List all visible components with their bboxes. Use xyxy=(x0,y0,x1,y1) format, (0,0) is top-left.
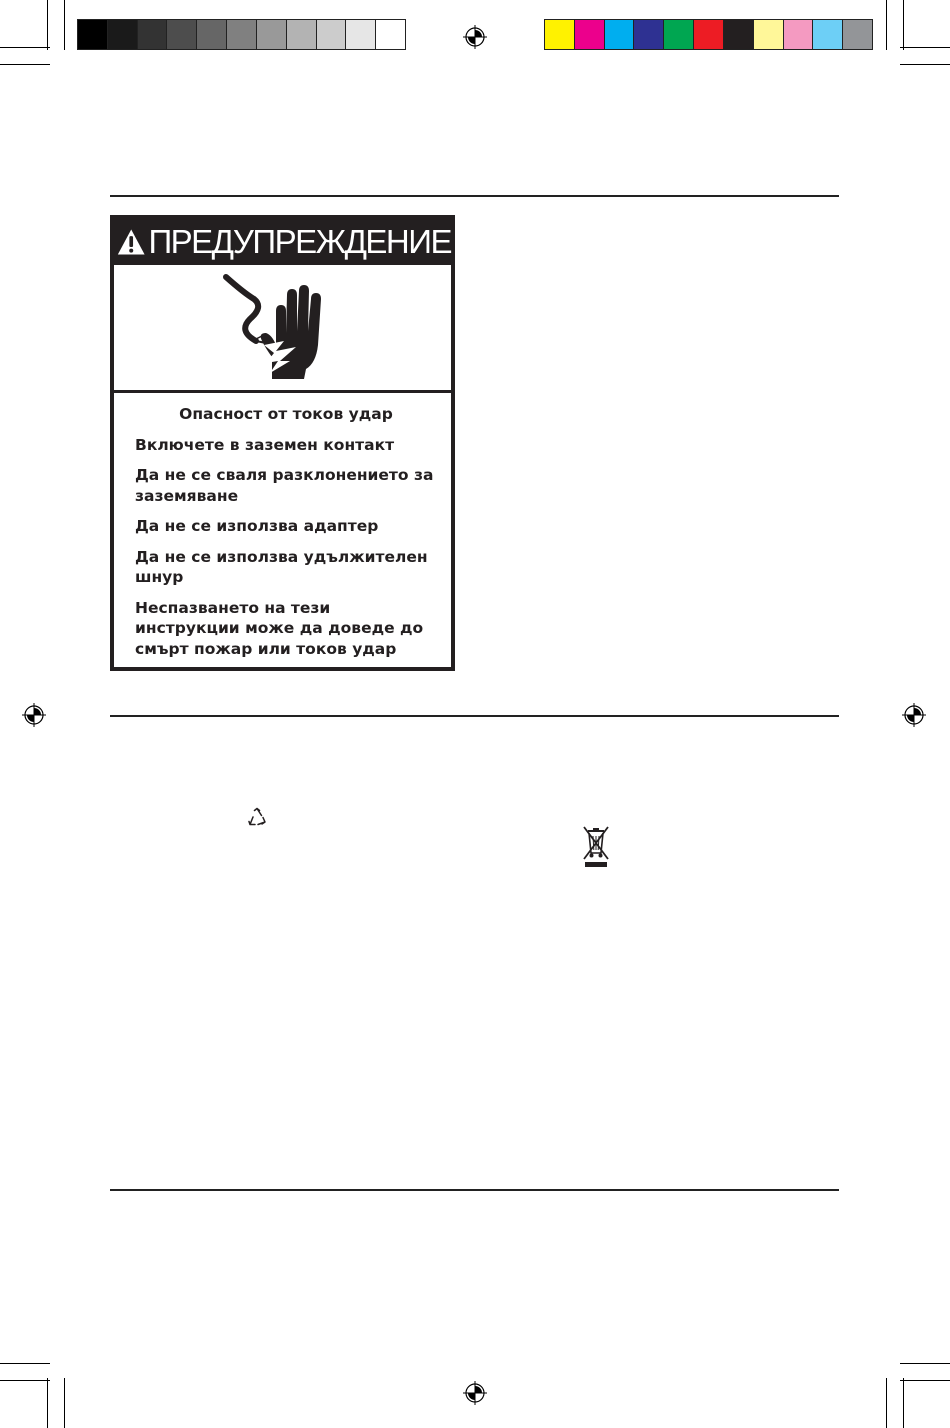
color-swatch xyxy=(78,20,108,49)
crop-mark xyxy=(47,1378,48,1428)
color-swatch xyxy=(813,20,843,49)
crop-mark xyxy=(886,0,887,50)
electric-shock-hand-icon xyxy=(214,271,329,383)
warning-triangle-icon xyxy=(117,226,145,258)
section-divider xyxy=(110,1189,839,1191)
crop-mark xyxy=(886,1378,887,1428)
crossed-out-wheelie-bin-icon xyxy=(583,826,609,868)
warning-line: Да не се използва удължителен шнур xyxy=(135,547,428,586)
warning-pictogram xyxy=(114,265,451,393)
registration-target-icon xyxy=(463,1381,487,1405)
color-swatch xyxy=(754,20,784,49)
color-swatch xyxy=(575,20,605,49)
registration-target-icon xyxy=(902,703,926,727)
color-swatch xyxy=(605,20,635,49)
color-swatch xyxy=(376,20,405,49)
color-swatch xyxy=(138,20,168,49)
warning-line: Включете в заземен контакт xyxy=(135,435,395,454)
color-swatch xyxy=(634,20,664,49)
registration-target-icon xyxy=(22,703,46,727)
crop-mark xyxy=(0,47,50,48)
crop-mark xyxy=(0,1380,50,1381)
registration-target-icon xyxy=(463,25,487,49)
warning-line: Да не се използва адаптер xyxy=(135,517,379,535)
crop-mark xyxy=(903,0,904,50)
color-swatch xyxy=(724,20,754,49)
warning-heading: Опасност от токов удар xyxy=(179,405,393,423)
section-divider xyxy=(110,195,839,197)
warning-title: ПРЕДУПРЕЖДЕНИЕ xyxy=(148,223,451,260)
crop-mark xyxy=(900,1380,950,1381)
color-swatch xyxy=(257,20,287,49)
color-swatch xyxy=(346,20,376,49)
color-swatch xyxy=(227,20,257,49)
color-swatch xyxy=(167,20,197,49)
crop-mark xyxy=(0,64,50,65)
color-swatch xyxy=(694,20,724,49)
color-swatch xyxy=(287,20,317,49)
electric-shock-warning-box xyxy=(110,215,455,671)
process-color-bar xyxy=(544,19,873,50)
warning-header xyxy=(114,219,451,265)
color-swatch xyxy=(197,20,227,49)
crop-mark xyxy=(64,0,65,50)
warning-text xyxy=(135,404,437,669)
color-swatch xyxy=(784,20,814,49)
crop-mark xyxy=(0,1363,50,1364)
crop-mark xyxy=(900,64,950,65)
crop-mark xyxy=(47,0,48,50)
warning-line: Неспазването на тези инструкции може да доведе до смърт пожар или токов удар xyxy=(135,598,424,658)
crop-mark xyxy=(903,1378,904,1428)
crop-mark xyxy=(900,47,950,48)
crop-mark xyxy=(900,1363,950,1364)
color-swatch xyxy=(317,20,347,49)
color-swatch xyxy=(108,20,138,49)
color-swatch xyxy=(843,20,872,49)
recycle-icon xyxy=(247,807,267,827)
crop-mark xyxy=(64,1378,65,1428)
grayscale-color-bar xyxy=(77,19,406,50)
color-swatch xyxy=(664,20,694,49)
warning-line: Да не се сваля разклонението за заземяване xyxy=(135,466,434,505)
color-swatch xyxy=(545,20,575,49)
section-divider xyxy=(110,715,839,717)
